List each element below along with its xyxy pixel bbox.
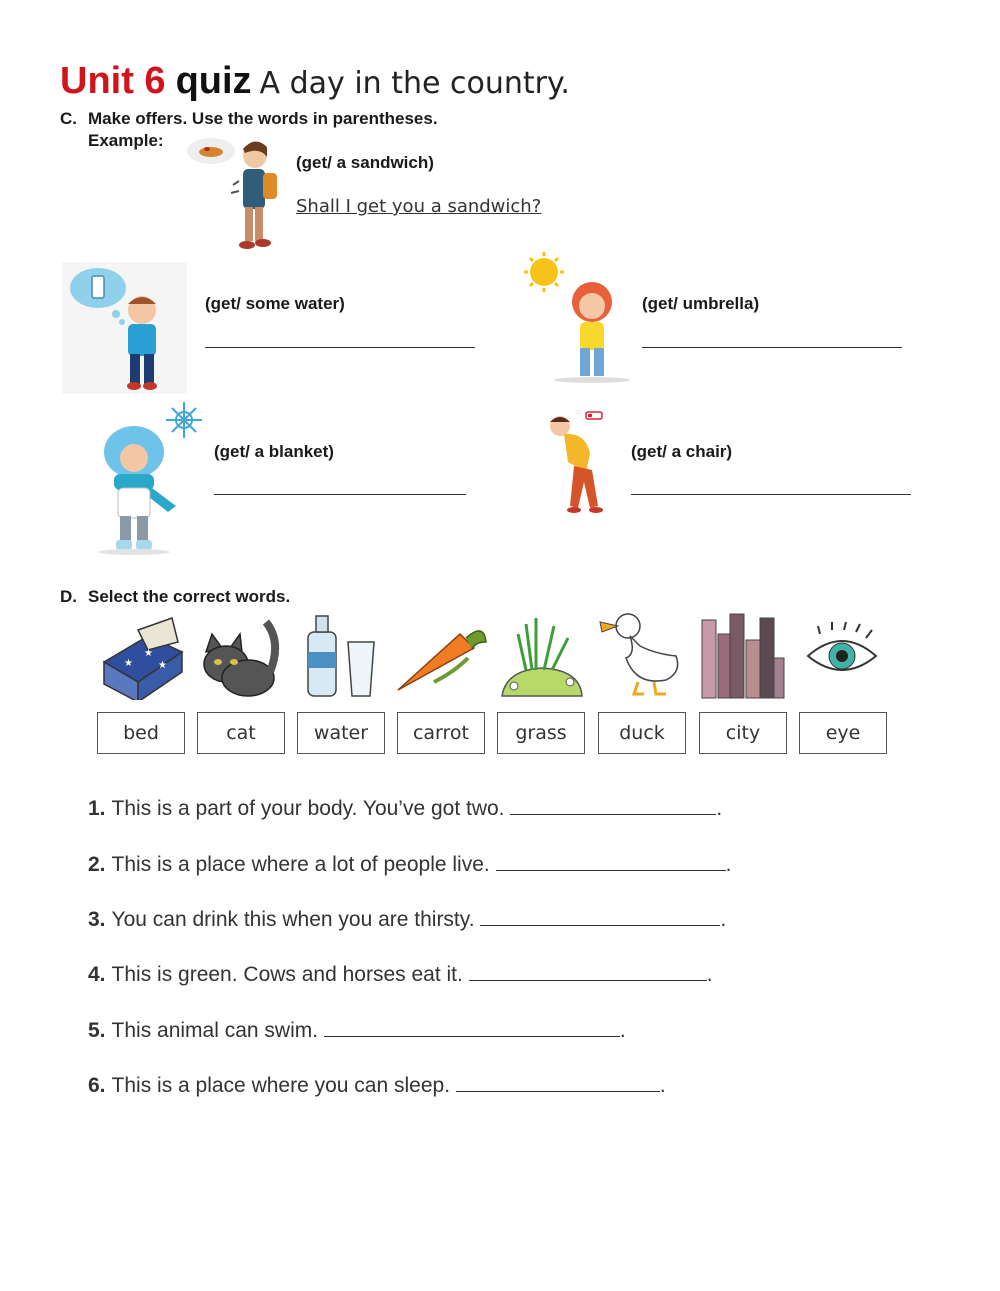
word-box-duck[interactable]: duck <box>598 712 686 754</box>
title-quiz: quiz <box>175 60 252 102</box>
duck-icon <box>596 606 686 698</box>
question-end: . <box>716 797 723 820</box>
answer-line[interactable] <box>469 962 707 981</box>
question-number: 4. <box>88 963 106 986</box>
title-unit: Unit 6 <box>60 60 166 102</box>
answer-line[interactable] <box>496 852 726 871</box>
question-number: 2. <box>88 853 106 876</box>
answer-line[interactable] <box>510 796 716 815</box>
question-1 <box>88 796 722 821</box>
answer-line[interactable] <box>456 1073 660 1092</box>
section-d-instruction: Select the correct words. <box>88 587 291 606</box>
answer-line[interactable] <box>324 1018 620 1037</box>
carrot-icon <box>394 612 490 700</box>
word-box-water[interactable]: water <box>297 712 385 754</box>
item-1-answer-line[interactable] <box>205 347 475 348</box>
hot-girl-icon <box>522 252 632 384</box>
city-icon <box>700 610 786 700</box>
question-end: . <box>659 1074 666 1097</box>
svg-text:★: ★ <box>124 658 133 669</box>
item-2-answer-line[interactable] <box>642 347 902 348</box>
question-end: . <box>720 908 727 931</box>
section-c-letter: C. <box>60 109 77 128</box>
question-3 <box>88 907 726 932</box>
question-number: 3. <box>88 908 106 931</box>
question-6 <box>88 1073 666 1098</box>
item-4-prompt: (get/ a chair) <box>631 442 733 461</box>
question-5 <box>88 1018 626 1043</box>
word-box-bed[interactable]: bed <box>97 712 185 754</box>
word-box-eye[interactable]: eye <box>799 712 887 754</box>
question-end: . <box>619 1019 626 1042</box>
word-box-cat[interactable]: cat <box>197 712 285 754</box>
cat-icon <box>196 612 282 700</box>
cold-child-icon <box>84 402 204 556</box>
question-text: This animal can swim. <box>111 1019 319 1042</box>
water-icon <box>300 612 386 700</box>
bed-icon <box>98 612 184 700</box>
thirsty-boy-icon <box>62 262 187 394</box>
question-2 <box>88 852 731 877</box>
hungry-girl-icon <box>185 135 285 253</box>
section-d-heading <box>60 587 290 607</box>
question-number: 5. <box>88 1019 106 1042</box>
section-c-instruction: Make offers. Use the words in parentheses. <box>88 109 438 128</box>
grass-icon <box>496 612 588 700</box>
question-end: . <box>706 963 713 986</box>
question-number: 6. <box>88 1074 106 1097</box>
page-title <box>60 60 570 103</box>
section-d-letter: D. <box>60 587 77 606</box>
word-box-city[interactable]: city <box>699 712 787 754</box>
question-text: This is a place where a lot of people live. <box>111 853 490 876</box>
item-1-prompt: (get/ some water) <box>205 294 345 313</box>
title-subtitle: A day in the country. <box>259 66 570 101</box>
item-2-prompt: (get/ umbrella) <box>642 294 760 313</box>
question-4 <box>88 962 713 987</box>
question-text: This is green. Cows and horses eat it. <box>111 963 463 986</box>
question-number: 1. <box>88 797 106 820</box>
item-3-prompt: (get/ a blanket) <box>214 442 334 461</box>
word-box-grass[interactable]: grass <box>497 712 585 754</box>
svg-text:★: ★ <box>144 648 153 659</box>
question-end: . <box>725 853 732 876</box>
example-label: Example: <box>88 131 164 150</box>
question-text: You can drink this when you are thirsty. <box>111 908 475 931</box>
answer-line[interactable] <box>480 907 720 926</box>
eye-icon <box>802 620 882 690</box>
word-box-carrot[interactable]: carrot <box>397 712 485 754</box>
item-4-answer-line[interactable] <box>631 494 911 495</box>
question-text: This is a part of your body. You’ve got two. <box>111 797 505 820</box>
svg-text:★: ★ <box>158 660 167 671</box>
question-text: This is a place where you can sleep. <box>111 1074 451 1097</box>
item-3-answer-line[interactable] <box>214 494 466 495</box>
tired-person-icon <box>546 410 616 518</box>
section-c-heading <box>60 109 438 129</box>
example-prompt: (get/ a sandwich) <box>296 153 434 172</box>
example-answer: Shall I get you a sandwich? <box>296 196 542 217</box>
